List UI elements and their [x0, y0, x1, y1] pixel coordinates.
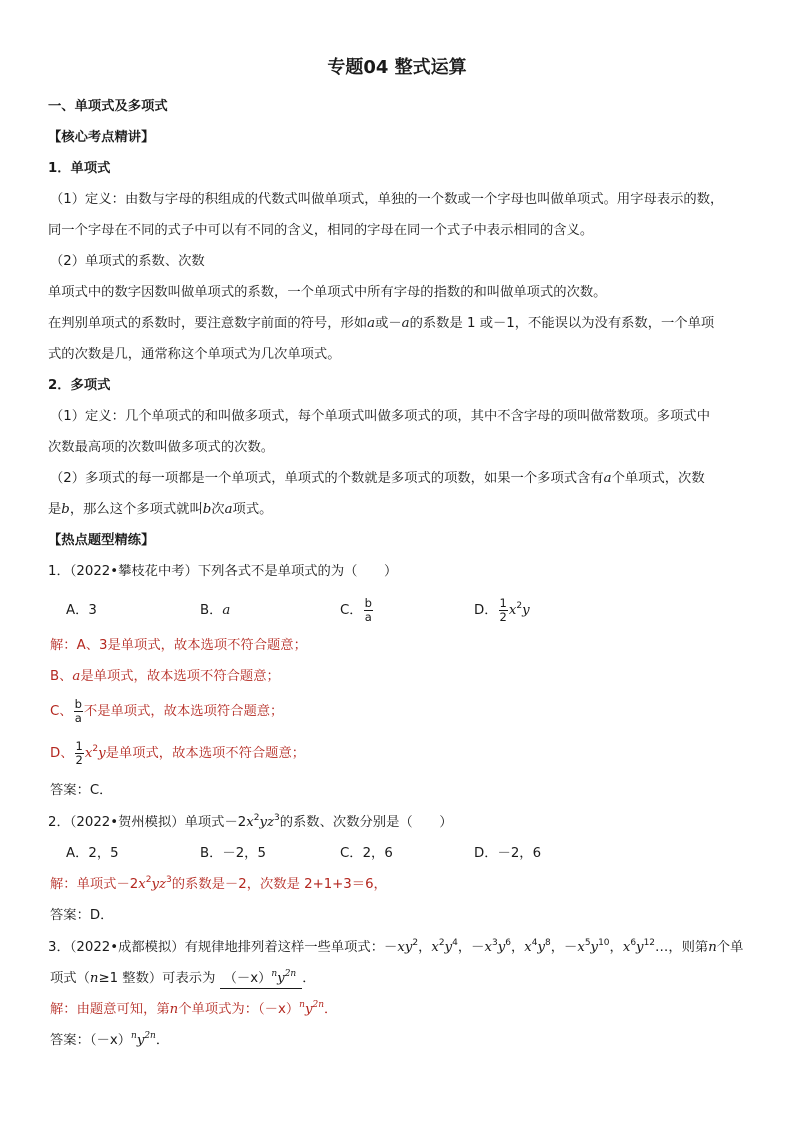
q1-solution-a: 解：A、3是单项式，故本选项不符合题意；	[50, 638, 307, 653]
q1-solution-c: C、 $\frac{b}{a}$ 不是单项式，故本选项符合题意；	[50, 696, 284, 725]
polynomial-terms-line1: （2）多项式的每一项都是一个单项式，单项式的个数就是多项式的项数，如果一个多项式含有a个单项式，次数	[50, 471, 705, 486]
q2-answer: 答案：D．	[50, 908, 114, 923]
hot-questions-heading: 【热点题型精练】	[48, 533, 155, 548]
core-points-heading: 【核心考点精讲】	[48, 130, 155, 145]
q1-option-c: C． $\frac{b}{a}$	[340, 595, 372, 624]
question-1-stem: 1．（2022•攀枝花中考）下列各式不是单项式的为（ ）	[48, 564, 398, 579]
monomial-title: 1．单项式	[48, 161, 111, 176]
var-a: a	[367, 316, 376, 331]
q2-solution: 解：单项式$-2x^2yz^3$的系数是－2，次数是 2+1+3＝6，	[50, 875, 387, 892]
q3-answer: 答案：$(-x)^ny^{2n}$．	[50, 1031, 170, 1048]
polynomial-title: 2．多项式	[48, 378, 111, 393]
q2-option-d: D．－2，6	[474, 846, 542, 861]
q1-option-b: B．a	[200, 603, 231, 618]
question-2-stem: 2．（2022•贺州模拟）单项式$-2x^2yz^3$的系数、次数分别是（ ）	[48, 813, 453, 830]
page-title: 专题04 整式运算	[327, 57, 467, 78]
polynomial-terms-line2: 是b，那么这个多项式就叫b次a项式。	[48, 502, 273, 517]
q1-solution-b: B、a是单项式，故本选项不符合题意；	[50, 669, 280, 684]
polynomial-definition-line1: （1）定义：几个单项式的和叫做多项式，每个单项式叫做多项式的项，其中不含字母的项叫做常数项。多项式中	[50, 409, 711, 424]
monomial-note-line1: 在判别单项式的系数时，要注意数字前面的符号，形如a或－a的系数是 1 或－1，不能误以为没有系数，一个单项	[48, 316, 715, 331]
q1-solution-d: D、 $\frac{1}{2}$ $x^2y$是单项式，故本选项不符合题意；	[50, 738, 306, 767]
fraction-b-over-a: $\frac{b}{a}$	[364, 595, 372, 624]
var-a: a	[401, 316, 410, 331]
q2-option-c: C．2，6	[340, 846, 393, 861]
q2-option-a: A．2，5	[66, 846, 119, 861]
q3-answer-blank: $(-x)^ny^{2n}$	[220, 970, 303, 989]
polynomial-definition-line2: 次数最高项的次数叫做多项式的次数。	[48, 440, 275, 455]
question-3-stem-line1: 3．（2022•成都模拟）有规律地排列着这样一些单项式：$-xy^2$，$x^2y^4$，$-x^3y^6$，$x^4y^8$，$-x^5y^{10}$，$x^6y^{12}\dots$，则第n个单	[48, 938, 744, 955]
q3-solution: 解：由题意可知，第n个单项式为：$(-x)^ny^{2n}$．	[50, 1000, 338, 1017]
section-heading-monomials: 一、单项式及多项式	[48, 99, 168, 114]
fraction-one-half: $\frac{1}{2}$	[499, 595, 507, 624]
monomial-definition-line2: 同一个字母在不同的式子中可以有不同的含义，相同的字母在同一个式子中表示相同的含义。	[48, 223, 594, 238]
monomial-note-line2: 式的次数是几，通常称这个单项式为几次单项式。	[48, 347, 341, 362]
q1-answer: 答案：C．	[50, 783, 113, 798]
q1-option-a: A．3	[66, 603, 97, 618]
q2-option-b: B．－2，5	[200, 846, 266, 861]
q1-option-d: D． $\frac{1}{2}$ $x^2y$	[474, 595, 530, 624]
monomial-coef-subtitle: （2）单项式的系数、次数	[50, 254, 205, 269]
monomial-definition-line1: （1）定义：由数与字母的积组成的代数式叫做单项式，单独的一个数或一个字母也叫做单项式。用字母表示的数，	[50, 192, 724, 207]
monomial-coef-text: 单项式中的数字因数叫做单项式的系数，一个单项式中所有字母的指数的和叫做单项式的次数。	[48, 285, 607, 300]
question-3-stem-line2: 项式（n≥1 整数）可表示为 $(-x)^ny^{2n}$ ．	[50, 970, 316, 989]
